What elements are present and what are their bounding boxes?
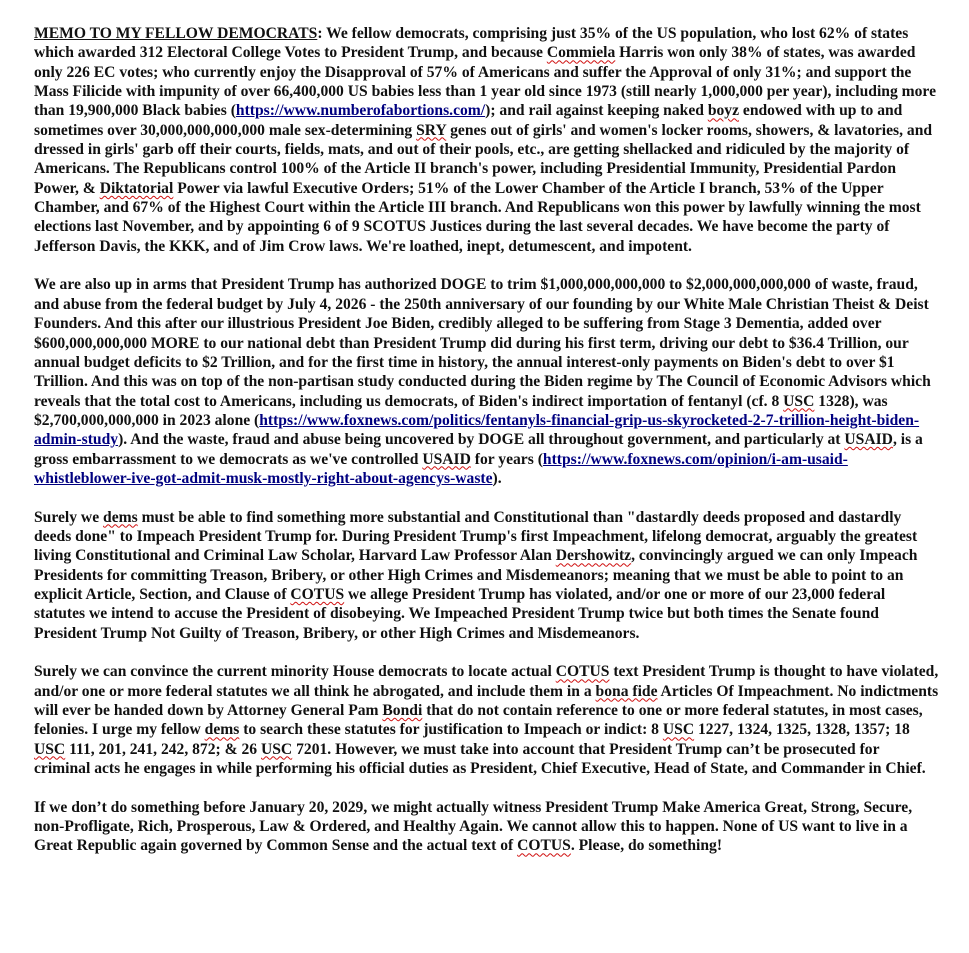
spellcheck-word[interactable]: Bondi <box>382 702 423 720</box>
spellcheck-word[interactable]: dems <box>204 721 240 739</box>
memo-paragraph-4 <box>34 662 939 778</box>
text-run: Surely we <box>34 508 104 526</box>
spellcheck-word[interactable]: USAID <box>844 431 893 449</box>
text-run: we allege President Trump has violated, and/or one or more of our 23,000 federal statutes we intend to accuse the President of disobeying. We Impeached President Trump twice but both times the Senate found President Trump Not Guilty of Treason, Bribery, or other High Crimes and Misdemeanors. <box>34 585 886 642</box>
text-run: , is a gross embarrassment to we democrats as we've controlled <box>34 431 923 468</box>
memo-paragraph-5 <box>34 798 939 856</box>
text-run: text President Trump is thought to have violated, and/or one or more federal statutes we all think he abrogated, and include them in a <box>34 663 939 700</box>
text-run: 1227, 1324, 1325, 1328, 1357; 18 <box>694 721 910 739</box>
spellcheck-word[interactable]: COTUS <box>517 837 571 855</box>
spellcheck-word[interactable]: COTUS <box>555 663 610 681</box>
numberofabortions-link[interactable]: https://www.numberofabortions.com/ <box>235 102 486 120</box>
text-run: Power via lawful Executive Orders; 51% of the Lower Chamber of the Article I branch, 53% of the Upper Chamber, and 67% of the Highest Court within the Article III branch. And Republicans won this power by lawfully winning the most elections last November, and by appointing 6 of 9 SCOTUS Justices during the last several decades. We have become the party of Jefferson Davis, the KKK, and of Jim Crow laws. We're loathed, inept, detumescent, and impotent. <box>34 179 921 255</box>
spellcheck-word[interactable]: COTUS <box>290 585 345 603</box>
spellcheck-word[interactable]: USC <box>783 392 815 410</box>
text-run: : We fellow democrats, comprising just 35% of the US population, who lost 62% of states which awarded 312 Electoral College Votes to President Trump, and because <box>34 25 909 62</box>
text-run: ). <box>492 469 502 487</box>
text-run: 1328), was $2,700,000,000,000 in 2023 alone ( <box>34 392 888 429</box>
text-run: We are also up in arms that President Trump has authorized DOGE to trim $1,000,000,000,000 to $2,000,000,000,000 of waste, fraud, and abuse from the federal budget by July 4, 2026 - the 250th anniversary of our founding by our White Male Christian Theist & Deist Founders. And this after our illustrious President Joe Biden, credibly alleged to be suffering from Stage 3 Dementia, added over $600,000,000,000 MORE to our national debt than President Trump did during his first term, driving our debt to $36.4 Trillion, our annual budget deficits to $2 Trillion, and for the first time in history, the annual interest-only payments on Biden's debt to over $1 Trillion. And this was on top of the non-partisan study conducted during the Biden regime by The Council of Economic Advisors which reveals that the total cost to Americans, including us democrats, of Biden's indirect importation of fentanyl (cf. 8 <box>34 276 931 410</box>
spellcheck-word[interactable]: dems <box>103 508 138 526</box>
text-run: ); and rail against keeping naked <box>485 102 708 120</box>
text-run: endowed with up to and sometimes over 30,000,000,000,000 male sex-determining <box>34 102 903 139</box>
text-run: 111, 201, 241, 242, 872; & 26 <box>65 740 261 758</box>
spellcheck-word[interactable]: Commiela <box>546 44 616 62</box>
spellcheck-word[interactable]: Dershowitz <box>555 547 632 565</box>
text-run: Articles Of Impeachment. No indictments will ever be handed down by Attorney General Pam <box>34 682 939 720</box>
text-run: 7201. However, we must take into account that President Trump can’t be prosecuted for criminal acts he engages in while performing his official duties as President, Chief Executive, Head of State, and Commander in Chief. <box>34 740 926 778</box>
text-run: , convincingly argued we can only Impeach Presidents for committing Treason, Bribery, or other High Crimes and Misdemeanors; meaning that we must be able to point to an explicit Article, Section, and Clause of <box>34 547 918 603</box>
text-run: ). And the waste, fraud and abuse being uncovered by DOGE all throughout government, and particularly at <box>118 431 845 449</box>
spellcheck-word[interactable]: USC <box>261 740 293 758</box>
foxnews-fentanyl-link[interactable]: https://www.foxnews.com/politics/fentanyls-financial-grip-us-skyrocketed-2-7-trillion-height-biden-admin-study <box>34 411 920 449</box>
memo-paragraph-3 <box>34 508 939 643</box>
spellcheck-word[interactable]: USC <box>34 740 66 758</box>
foxnews-usaid-link[interactable]: https://www.foxnews.com/opinion/i-am-usaid-whistleblower-ive-got-admit-musk-mostly-right-about-agencys-waste <box>34 450 848 487</box>
spellcheck-word[interactable]: USAID <box>422 450 471 468</box>
text-run: that do not contain reference to one or more federal statutes, in most cases, felonies. I urge my fellow <box>34 702 923 739</box>
spellcheck-word[interactable]: boyz <box>707 102 739 120</box>
text-run: genes out of girls' and women's locker rooms, showers, & lavatories, and dressed in girls' garb off their courts, fields, mats, and out of their pools, etc., are getting shellacked and ridiculed by the majority of Americans. The Republicans control 100% of the Article II branch's power, including Presidential Immunity, Presidential Pardon Power, & <box>34 121 933 197</box>
text-run: . Please, do something! <box>570 837 723 855</box>
memo-paragraph-1 <box>34 24 939 256</box>
text-run: to search these statutes for justification to Impeach or indict: 8 <box>239 721 663 739</box>
memo-heading: MEMO TO MY FELLOW DEMOCRATS <box>34 25 318 42</box>
text-run: Harris won only 38% of states, was awarded only 226 EC votes; who currently enjoy the Disapproval of 57% of Americans and suffer the Approval of only 31%; and support the Mass Filicide with impunity of over 66,400,000 US babies less than 1 year old since 1973 (still nearly 1,000,000 per year), including more than 19,900,000 Black babies ( <box>34 44 936 120</box>
memo-paragraph-2 <box>34 275 939 488</box>
spellcheck-word[interactable]: SRY <box>416 121 447 139</box>
spellcheck-word[interactable]: Diktatorial <box>99 179 174 197</box>
text-run: If we don’t do something before January 20, 2029, we might actually witness President Trump Make America Great, Strong, Secure, non-Profligate, Rich, Prosperous, Law & Ordered, and Healthy Again. We cannot allow this to happen. None of US want to live in a Great Republic again governed by Common Sense and the actual text of <box>34 798 913 855</box>
text-run: for years ( <box>470 450 543 468</box>
spellcheck-word[interactable]: bona fide <box>595 682 658 700</box>
spellcheck-word[interactable]: USC <box>662 721 695 739</box>
text-run: Surely we can convince the current minority House democrats to locate actual <box>34 663 556 681</box>
text-run: must be able to find something more substantial and Constitutional than "dastardly deeds proposed and dastardly deeds done" to Impeach President Trump for. During President Trump's first Impeachment, lifelong democrat, arguably the greatest living Constitutional and Criminal Law Scholar, Harvard Law Professor Alan <box>34 508 918 565</box>
